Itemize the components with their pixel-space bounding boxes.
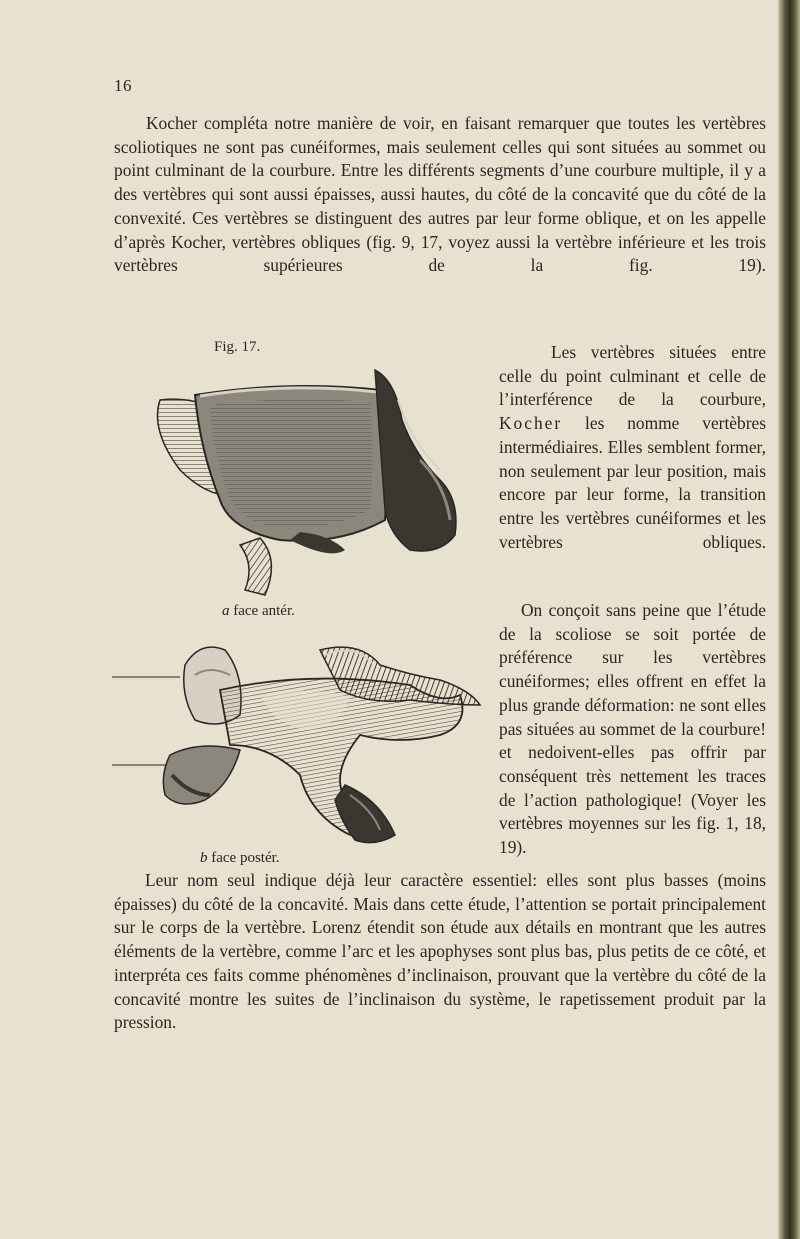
caption-posterior: b face postér. bbox=[200, 850, 280, 866]
page-edge-binding bbox=[778, 0, 800, 1239]
page-number: 16 bbox=[114, 76, 132, 95]
figure-title: Fig. 17. bbox=[214, 339, 261, 355]
vertebra-anterior-illustration bbox=[140, 360, 470, 600]
paragraph-cuneiform-vertebrae: On conçoit sans peine que l’étude de la scoliose se soit portée de préférence sur les vertèbres cunéiformes; elles offrent en effet la plus grande déformation: ne sont elles pas situées au sommet de la courbure! et nedoivent-elles pas offrir par conséquent très nettement les traces de l’action pathologique! (Voyer les vertèbres moyennes sur les fig. 1, 18, 19). bbox=[499, 600, 766, 858]
vertebra-posterior-illustration bbox=[110, 635, 500, 850]
paragraph-kocher-intro: Kocher compléta notre manière de voir, en faisant remarquer que toutes les vertèbres scoliotiques ne sont pas cunéiformes, mais seulement celles qui sont situées au sommet ou point culminant de la courbure. Entre les différents segments d’une courbure multiple, il y a des vertèbres qui sont aussi épaisses, aussi hautes, du côté de la concavité que du côté de la convexité. Ces vertèbres se distinguent des autres par leur forme oblique, et on les appelle d’après Kocher, vertèbres obliques (fig. 9, 17, voyez aussi la vertèbre inférieure et les trois vertèbres supérieures de la fig. 19). bbox=[114, 113, 766, 276]
caption-anterior: a face antér. bbox=[222, 603, 295, 619]
paragraph-intermediate-vertebrae: Les vertèbres situées entre celle du point culminant et celle de l’interférence de la courbure, Kocher les nomme vertèbres intermédiaires. Elles semblent former, non seulement par leur position, mais encore par leur forme, la transition entre les vertèbres cunéiformes et les vertèbres obliques. bbox=[499, 342, 766, 552]
paragraph-lorenz-study: Leur nom seul indique déjà leur caractère essentiel: elles sont plus basses (moins épaisses) du côté de la concavité. Mais dans cette étude, l’attention se portait principalement sur le corps de la vertèbre. Lorenz étendit son étude aux détails en montrant que les autres éléments de la vertèbre, comme l’arc et les apophyses sont plus bas, plus petits de ce côté, et interpréta ces faits comme phénomènes d’inclinaison, prouvant que la vertèbre du côté de la concavité montre les suites de l’inclinaison du système, le rapetissement produit par la pression. bbox=[114, 870, 766, 1033]
